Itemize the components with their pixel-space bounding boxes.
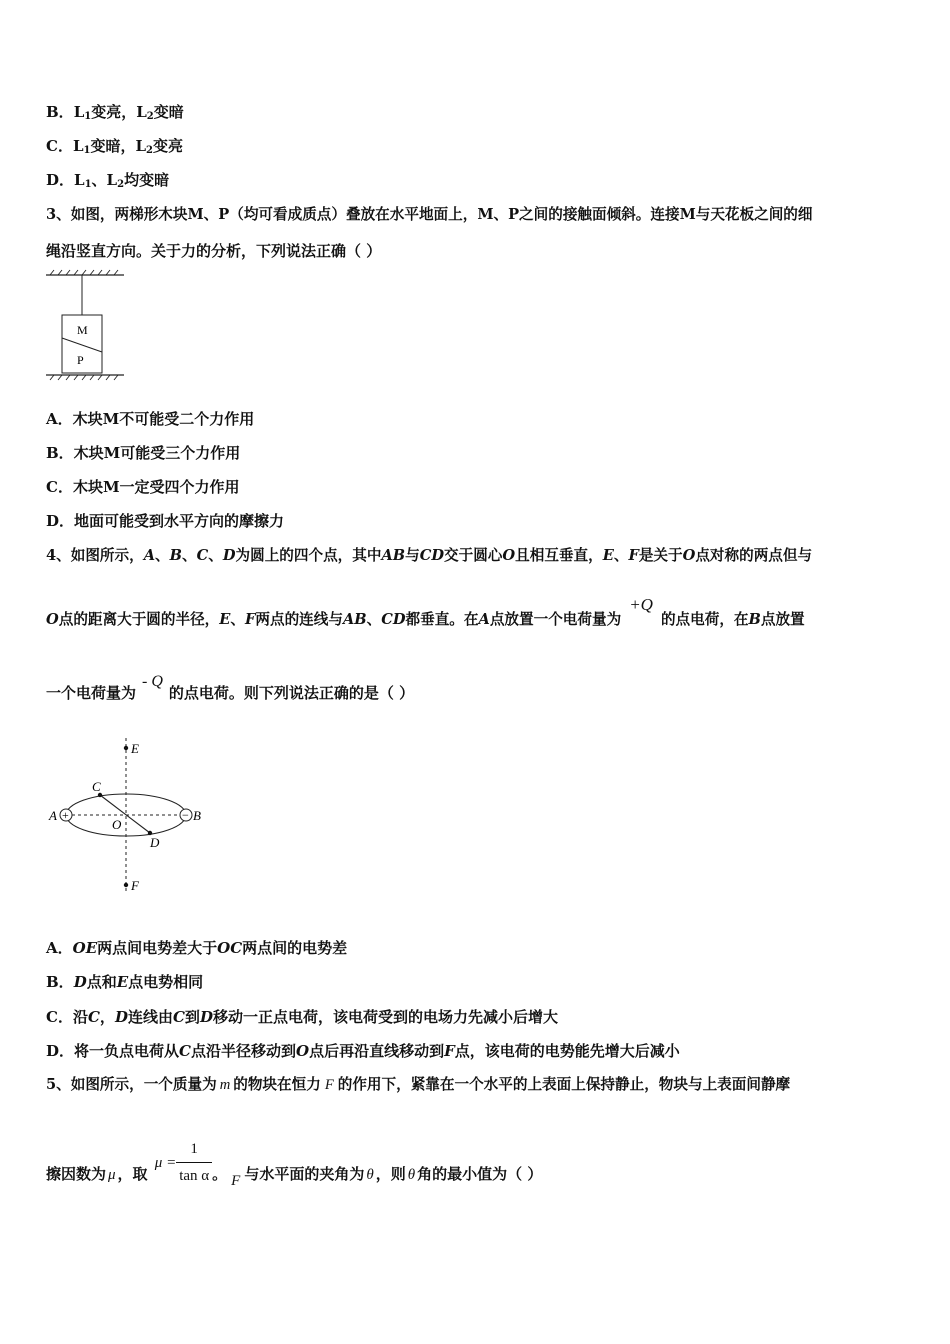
q4-option-d: D．将一负点电荷从C点沿半径移动到O点后再沿直线移动到F点，该电荷的电势能先增大后减小 bbox=[46, 1042, 680, 1060]
charge-plus-q: +Q bbox=[629, 595, 653, 614]
plus-sign: + bbox=[62, 808, 69, 822]
q3-option-c: C．木块M一定受四个力作用 bbox=[46, 478, 240, 496]
q3-stem-line1: 3、如图，两梯形木块M、P（均可看成质点）叠放在水平地面上，M、P之间的接触面倾斜。连接M与天花板之间的细 bbox=[46, 206, 813, 223]
q4-option-c: C．沿C，D连线由C到D移动一正点电荷，该电荷受到的电场力先减小后增大 bbox=[46, 1008, 558, 1026]
q3-option-b: B．木块M可能受三个力作用 bbox=[46, 444, 241, 462]
block-p-label: P bbox=[77, 353, 84, 367]
point-f-label: F bbox=[131, 878, 139, 893]
q4-option-b: B．D点和E点电势相同 bbox=[46, 973, 204, 991]
fraction-one-over-tan-alpha: $\frac{1}{\text{tan α}}$ bbox=[176, 1136, 212, 1189]
q2-option-c: C．$L_1$变暗，$L_2$变亮 bbox=[46, 137, 184, 156]
q3-figure bbox=[44, 268, 128, 384]
q4-figure bbox=[46, 736, 216, 896]
q5-stem-line2: 擦因数为 μ ，取 μ = $\frac{1}{\text{tan α}}$ 。 F 与水平面的夹角为 θ ，则 θ 角的最小值为（ ） bbox=[46, 1136, 542, 1189]
q5-stem-line1: 5、如图所示，一个质量为 m 的物块在恒力 F 的作用下，紧靠在一个水平的上表面上保持静止，物块与上表面间静摩 bbox=[46, 1076, 791, 1093]
point-c-label: C bbox=[92, 779, 101, 794]
charge-minus-q: - Q bbox=[142, 673, 163, 690]
point-b-label: B bbox=[193, 808, 201, 823]
q3-stem-line2: 绳沿竖直方向。关于力的分析，下列说法正确（ ） bbox=[46, 242, 382, 260]
point-o-label: O bbox=[112, 817, 122, 832]
q3-option-d: D．地面可能受到水平方向的摩擦力 bbox=[46, 512, 285, 530]
q4-stem-line3: 一个电荷量为- Q的点电荷。则下列说法正确的是（ ） bbox=[46, 673, 415, 702]
point-d-label: D bbox=[150, 835, 160, 850]
q2-option-b: B．$L_1$变亮，$L_2$变暗 bbox=[46, 103, 184, 122]
q4-stem-line1: 4、如图所示，A、B、C、D为圆上的四个点，其中AB与CD交于圆心O且相互垂直，E、F是关于O点对称的两点但与 bbox=[46, 547, 813, 564]
minus-sign: − bbox=[182, 808, 189, 822]
mu-equals: μ = bbox=[154, 1154, 177, 1171]
q2-option-d: D．$L_1$、$L_2$均变暗 bbox=[46, 171, 170, 190]
block-m-label: M bbox=[77, 323, 88, 337]
q3-option-a: A．木块M不可能受二个力作用 bbox=[46, 410, 255, 428]
point-a-label: A bbox=[49, 808, 57, 823]
q4-stem-line2: O点的距离大于圆的半径，E、F两点的连线与AB、CD都垂直。在A点放置一个电荷量为+Q的点电荷，在B点放置 bbox=[46, 595, 805, 628]
point-e-label: E bbox=[131, 741, 139, 756]
q4-option-a: A．OE两点间电势差大于OC两点间的电势差 bbox=[46, 939, 348, 957]
